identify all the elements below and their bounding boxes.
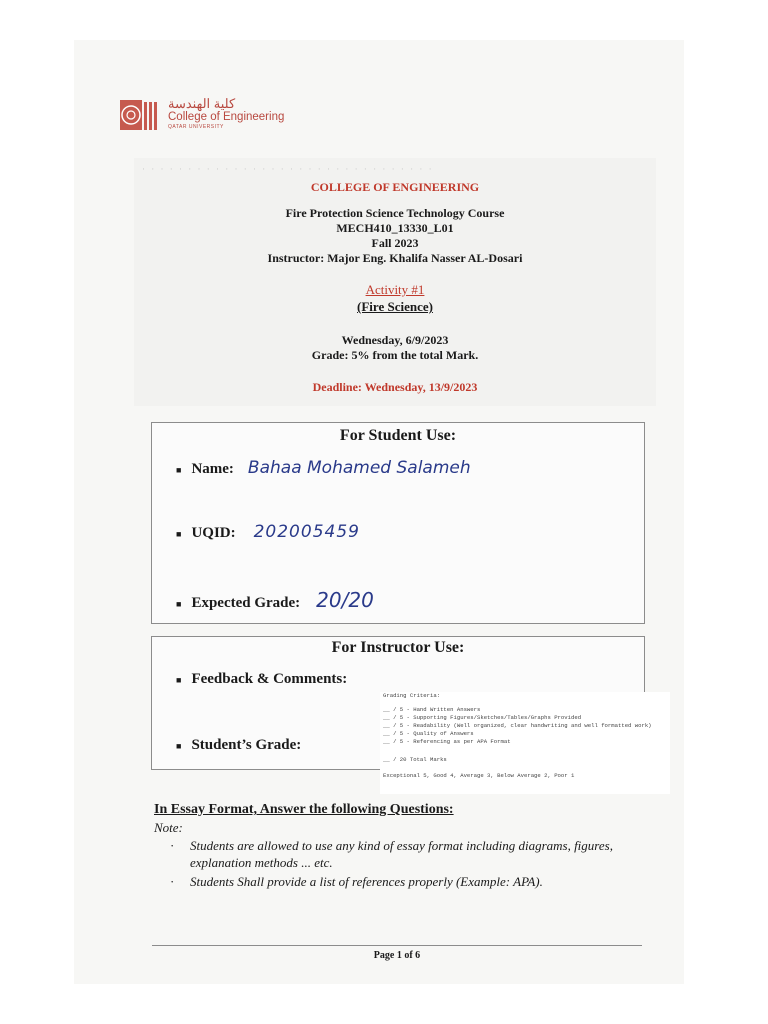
uqid-row bbox=[176, 522, 360, 542]
faint-bleed-text: · · · · · · · · · · · · · · · · · · · · · · · · · · · · · · · · bbox=[142, 164, 434, 172]
instructor-box-title: For Instructor Use: bbox=[331, 639, 465, 656]
bullet-icon: · bbox=[170, 874, 175, 889]
criteria-item: __ / 5 - Quality of Answers bbox=[383, 730, 474, 737]
feedback-row bbox=[176, 671, 347, 688]
activity-grade: Grade: 5% from the total Mark. bbox=[311, 348, 479, 362]
note-label: Note: bbox=[154, 820, 183, 835]
expected-grade-label: Expected Grade: bbox=[191, 595, 301, 611]
logo-english-text: College of Engineering bbox=[168, 111, 285, 123]
expected-grade-value: 20/20 bbox=[316, 588, 374, 612]
criteria-item: __ / 5 - Hand Written Answers bbox=[383, 706, 481, 713]
activity-title: Activity #1 bbox=[365, 282, 425, 297]
student-box-title: For Student Use: bbox=[339, 427, 457, 444]
course-title: Fire Protection Science Technology Course bbox=[285, 206, 505, 220]
course-code: MECH410_13330_L01 bbox=[336, 221, 454, 235]
name-label: Name: bbox=[191, 461, 234, 477]
bullet-icon: ■ bbox=[176, 529, 182, 539]
student-grade-row bbox=[176, 737, 301, 754]
bullet-icon: ■ bbox=[176, 599, 182, 609]
essay-instruction-item bbox=[172, 837, 632, 871]
bullet-icon: ■ bbox=[176, 465, 182, 475]
activity-topic: (Fire Science) bbox=[357, 299, 433, 314]
criteria-scale: Exceptional 5, Good 4, Average 3, Below Average 2, Poor 1 bbox=[383, 772, 575, 779]
bullet-icon: ■ bbox=[176, 675, 182, 685]
bullet-icon: ■ bbox=[176, 741, 182, 751]
criteria-item: __ / 5 - Referencing as per APA Format bbox=[383, 738, 511, 745]
criteria-title: Grading Criteria: bbox=[383, 692, 441, 699]
essay-heading: In Essay Format, Answer the following Questions: bbox=[154, 802, 454, 817]
deadline-text: Deadline: Wednesday, 13/9/2023 bbox=[312, 380, 478, 394]
student-grade-label: Student’s Grade: bbox=[191, 737, 302, 753]
college-emblem-icon bbox=[118, 96, 160, 134]
essay-instruction-text: Students Shall provide a list of references properly (Example: APA). bbox=[190, 874, 543, 889]
expected-grade-row bbox=[176, 588, 374, 612]
college-heading: COLLEGE OF ENGINEERING bbox=[310, 180, 480, 194]
logo-arabic-text: كلية الهندسة bbox=[168, 96, 236, 111]
college-logo bbox=[118, 96, 288, 138]
footer-divider bbox=[152, 945, 642, 946]
bullet-icon: · bbox=[170, 838, 175, 853]
course-term: Fall 2023 bbox=[371, 236, 419, 250]
essay-instruction-text: Students are allowed to use any kind of essay format including diagrams, figures, explanation methods ... etc. bbox=[190, 838, 613, 870]
instructor-line: Instructor: Major Eng. Khalifa Nasser AL-Dosari bbox=[267, 251, 523, 265]
uqid-label: UQID: bbox=[191, 525, 236, 541]
grading-criteria bbox=[380, 692, 670, 794]
criteria-item: __ / 5 - Supporting Figures/Sketches/Tables/Graphs Provided bbox=[383, 714, 582, 721]
criteria-total: __ / 20 Total Marks bbox=[383, 756, 447, 763]
uqid-value: 202005459 bbox=[253, 522, 360, 542]
page-number: Page 1 of 6 bbox=[373, 950, 421, 961]
logo-university-text: QATAR UNIVERSITY bbox=[168, 124, 224, 130]
criteria-item: __ / 5 - Readability (Well organized, clear handwriting and well formatted work) bbox=[383, 722, 652, 729]
name-value: Bahaa Mohamed Salameh bbox=[247, 458, 471, 478]
name-row bbox=[176, 458, 471, 478]
activity-date: Wednesday, 6/9/2023 bbox=[341, 333, 449, 347]
feedback-label: Feedback & Comments: bbox=[191, 671, 348, 687]
essay-instruction-item bbox=[172, 873, 632, 890]
